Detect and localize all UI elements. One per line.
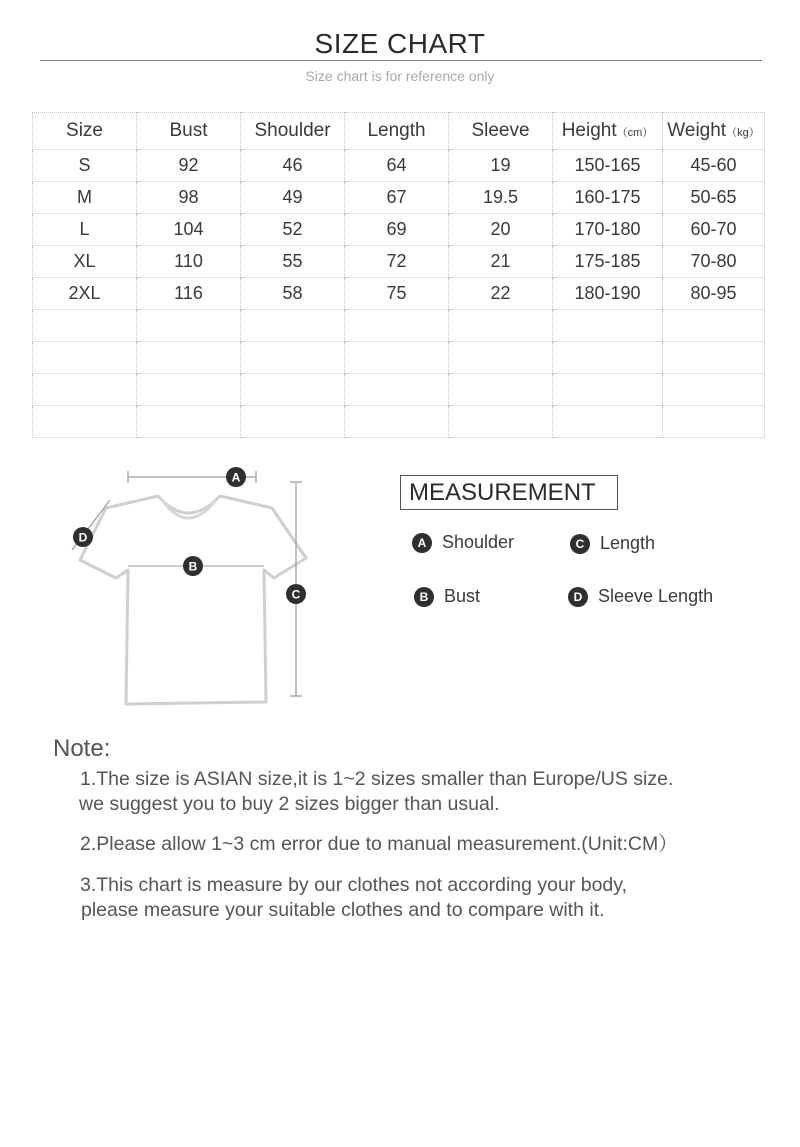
cell-sleeve xyxy=(449,310,553,342)
marker-a xyxy=(226,467,246,487)
cell-bust xyxy=(137,342,241,374)
marker-b xyxy=(183,556,203,576)
cell-bust: 92 xyxy=(137,150,241,182)
legend-label: Bust xyxy=(444,586,481,606)
cell-bust: 98 xyxy=(137,182,241,214)
table-row xyxy=(33,342,765,374)
legend-label: Length xyxy=(600,533,656,553)
cell-size: XL xyxy=(33,246,137,278)
table-row xyxy=(33,406,765,438)
cell-bust: 116 xyxy=(137,278,241,310)
cell-length xyxy=(345,342,449,374)
legend-length xyxy=(570,533,655,554)
cell-length xyxy=(345,406,449,438)
cell-sleeve: 19.5 xyxy=(449,182,553,214)
weight-unit: （kg） xyxy=(726,127,760,139)
cell-length: 64 xyxy=(345,150,449,182)
table-row xyxy=(33,310,765,342)
cell-weight: 60-70 xyxy=(663,214,765,246)
cell-sleeve: 22 xyxy=(449,278,553,310)
column-header-bust: Bust xyxy=(137,113,241,150)
cell-height: 150-165 xyxy=(553,150,663,182)
column-header-size: Size xyxy=(33,113,137,150)
badge-a: A xyxy=(412,533,432,553)
legend-label: Shoulder xyxy=(442,532,515,552)
column-header-sleeve: Sleeve xyxy=(449,113,553,150)
cell-bust xyxy=(137,310,241,342)
cell-height: 160-175 xyxy=(553,182,663,214)
cell-sleeve: 19 xyxy=(449,150,553,182)
cell-size xyxy=(33,310,137,342)
cell-weight: 80-95 xyxy=(663,278,765,310)
page-title: SIZE CHART xyxy=(314,28,486,59)
cell-size: S xyxy=(33,150,137,182)
legend-sleeve-length xyxy=(568,586,713,607)
cell-weight: 70-80 xyxy=(663,246,765,278)
cell-weight xyxy=(663,310,765,342)
cell-weight xyxy=(663,406,765,438)
note-line-4: 3.This chart is measure by our clothes not according your body, xyxy=(80,874,627,896)
cell-size: L xyxy=(33,214,137,246)
cell-length: 75 xyxy=(345,278,449,310)
table-row xyxy=(33,374,765,406)
cell-length: 69 xyxy=(345,214,449,246)
cell-height xyxy=(553,310,663,342)
table-row xyxy=(33,214,765,246)
cell-weight xyxy=(663,374,765,406)
marker-d xyxy=(73,527,93,547)
svg-text:B: B xyxy=(188,559,198,574)
cell-shoulder xyxy=(241,374,345,406)
cell-sleeve xyxy=(449,342,553,374)
note-line-5: please measure your suitable clothes and to compare with it. xyxy=(81,899,605,921)
cell-bust xyxy=(137,374,241,406)
cell-shoulder xyxy=(241,342,345,374)
cell-size xyxy=(33,342,137,374)
note-line-1: 1.The size is ASIAN size,it is 1~2 sizes smaller than Europe/US size. xyxy=(80,768,674,790)
cell-size: M xyxy=(33,182,137,214)
cell-bust: 104 xyxy=(137,214,241,246)
table-row xyxy=(33,182,765,214)
cell-height xyxy=(553,406,663,438)
cell-sleeve: 21 xyxy=(449,246,553,278)
size-table xyxy=(32,112,765,438)
cell-shoulder: 49 xyxy=(241,182,345,214)
cell-size xyxy=(33,374,137,406)
legend-label: Sleeve Length xyxy=(598,586,714,606)
cell-shoulder xyxy=(241,406,345,438)
cell-shoulder: 55 xyxy=(241,246,345,278)
cell-size xyxy=(33,406,137,438)
title-divider xyxy=(40,60,762,61)
cell-length: 67 xyxy=(345,182,449,214)
column-header-shoulder: Shoulder xyxy=(241,113,345,150)
legend-bust xyxy=(414,586,480,607)
badge-c: C xyxy=(570,534,590,554)
table-header-row xyxy=(33,113,765,150)
column-header-length: Length xyxy=(345,113,449,150)
column-header-weight: Weight（kg） xyxy=(663,113,765,150)
cell-shoulder: 58 xyxy=(241,278,345,310)
cell-weight: 45-60 xyxy=(663,150,765,182)
svg-text:A: A xyxy=(231,470,241,485)
badge-b: B xyxy=(414,587,434,607)
cell-size: 2XL xyxy=(33,278,137,310)
cell-shoulder: 52 xyxy=(241,214,345,246)
cell-sleeve xyxy=(449,406,553,438)
svg-text:C: C xyxy=(291,587,301,602)
column-header-height: Height（cm） xyxy=(553,113,663,150)
note-line-3: 2.Please allow 1~3 cm error due to manual measurement.(Unit:CM） xyxy=(80,833,678,855)
height-unit: （cm） xyxy=(616,127,654,139)
cell-length xyxy=(345,310,449,342)
table-row xyxy=(33,150,765,182)
cell-height xyxy=(553,374,663,406)
cell-sleeve xyxy=(449,374,553,406)
cell-bust xyxy=(137,406,241,438)
cell-shoulder: 46 xyxy=(241,150,345,182)
svg-text:D: D xyxy=(78,530,88,545)
table-row xyxy=(33,278,765,310)
cell-shoulder xyxy=(241,310,345,342)
legend-shoulder xyxy=(412,532,514,553)
cell-length: 72 xyxy=(345,246,449,278)
badge-d: D xyxy=(568,587,588,607)
cell-sleeve: 20 xyxy=(449,214,553,246)
cell-length xyxy=(345,374,449,406)
cell-height: 180-190 xyxy=(553,278,663,310)
table-row xyxy=(33,246,765,278)
marker-c xyxy=(286,584,306,604)
cell-bust: 110 xyxy=(137,246,241,278)
cell-height: 175-185 xyxy=(553,246,663,278)
cell-weight xyxy=(663,342,765,374)
tshirt-outline xyxy=(80,496,306,704)
note-title: Note: xyxy=(53,735,111,762)
measurement-title: MEASUREMENT xyxy=(400,475,618,510)
note-line-2: we suggest you to buy 2 sizes bigger than usual. xyxy=(79,793,500,815)
cell-height: 170-180 xyxy=(553,214,663,246)
tshirt-diagram xyxy=(60,460,320,720)
cell-weight: 50-65 xyxy=(663,182,765,214)
cell-height xyxy=(553,342,663,374)
page-subtitle: Size chart is for reference only xyxy=(305,68,495,84)
